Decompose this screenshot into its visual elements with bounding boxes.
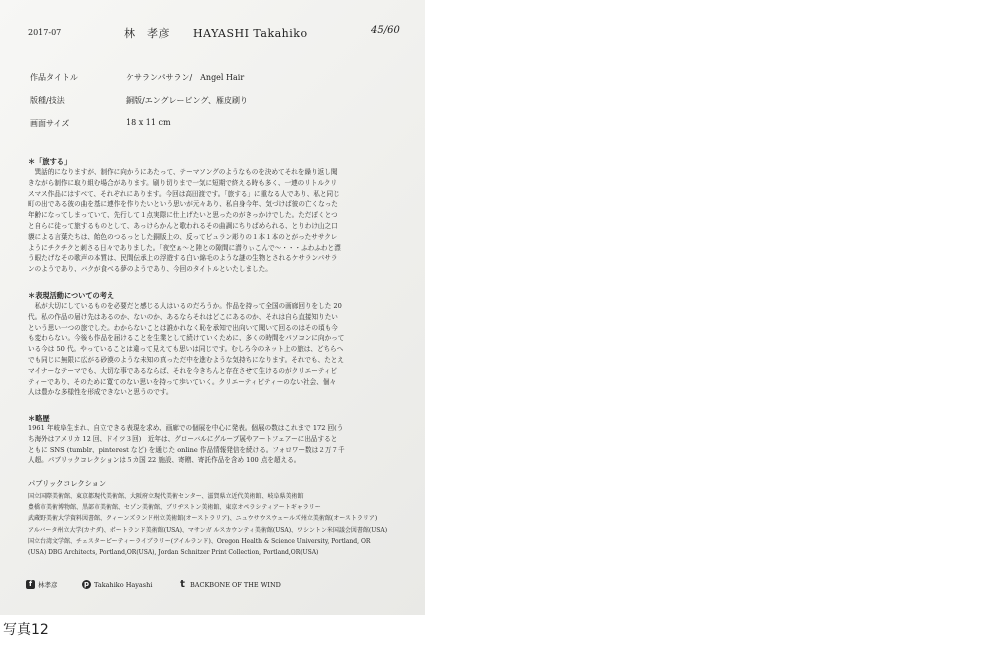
paragraph-line: ようにチクチクと刺さる日々でありました。「夜空ぁ～と陸との隙間に潜りぃこんで～・・・ふわふわと漂 [28,243,341,252]
edition-number: 45/60 [371,25,400,36]
artist-name: 林 孝彦 HAYASHI Takahiko [124,27,308,40]
paragraph-line: きながら制作に取り組む場合があります。刷り切りまで一気に短期で終える時も多く、一連のリトルクリ [28,178,338,187]
pinterest-link [82,580,152,589]
size-value: 18 x 11 cm [126,118,171,127]
tumblr-label: BACKBONE OF THE WIND [190,580,281,589]
paragraph-line: う眼たげなその歌声の本質は、民間伝承上の浮遊する白い綿毛のような謎の生物とされるケサランパサラ [28,254,338,263]
paragraph-line: 人は豊かな多様性を形成できないと思うのです。 [28,388,173,397]
paragraph-line: ち海外はアメリカ 12 回、ドイツ３回) 近年は、グローバルにグループ展やアートフェアーに出品すると [28,434,338,443]
technique-label: 版種/技法 [30,96,65,105]
paragraph-line: 代。私の作品の届け先はあるのか、ないのか、あるならそれはどこにあるのか、それは自ら直接知りたい [28,312,338,321]
paragraph-line: でも同じに無限に広がる砂漠のような未知の真っただ中を進むような気持ちになります。それでも、たとえ [28,355,344,364]
tumblr-icon: t [180,579,185,590]
paragraph-line: と自らに徒って旅するものとして、あっけらかんと歌われるその曲調にちりばめられる、とりわけ山之口 [28,221,338,230]
pinterest-icon: p [83,580,89,588]
facebook-label: 林孝彦 [38,581,58,589]
collection-line: 国立国際美術館、東京都現代美術館、大阪府立現代美術センター、滋賀県立近代美術館、岐阜県美術館 [28,493,304,500]
section-title-bio: ＊略歴 [28,414,50,423]
paragraph-line: 年齢になってしまっていて、先行して１点実際に仕上げたいと思ったのがきっかけでした。ただぼくとつ [28,211,338,220]
paragraph-line: ンのようであり、バクが食べる夢のようであり、今回のタイトルといたしました。 [28,265,272,274]
section-title-collection: パブリックコレクション [28,479,107,488]
paragraph-line: 1961 年岐阜生まれ、自立できる表現を求め、画廊での個展を中心に発表。個展の数はこれまで 172 回(う [28,424,344,432]
paragraph-line: も変わらない。今後も作品を届けることを生業として続けていくために、多くの時間をパソコンに向かって [28,334,345,343]
document-date: 2017-07 [28,28,62,37]
paragraph-line: ティーであり、そのために寛てのない思いを持って歩いていく。クリエーティビティーのない社会、個々 [28,377,337,386]
collection-line: 武蔵野美術大学資料図書館、クィーンズランド州立美術館(オーストラリア)、ニュウサウスウェールズ州立美術館(オーストラリア) [28,515,378,523]
paragraph-line: 貘による言葉たちは、飴色のつるっとした銅版上の、反ってビュラン彫りの１本１本のとがったササクレ [28,232,338,241]
paragraph-line: という思い一つの旅でした。わからないことは誰かれなく恥を承知で出向いて聞いて回るのはその頃も今 [28,323,338,332]
paragraph-line: ともに SNS (tumblr、pinterest など) を通じた online 作品情報発信を続ける。フォロワー数は２万７千 [28,445,345,454]
paragraph-line: マイナーなテーマでも、大切な事であるならば、それを今きちんと存在させて生けるのがクリエーティビ [28,366,338,375]
title-label: 作品タイトル [30,73,78,82]
tumblr-link [178,580,281,589]
section-title-expression: ＊表現活動についての考え [28,291,115,300]
size-label: 画面サイズ [30,119,70,128]
collection-line: (USA) DBG Architects, Portland,OR(USA), Jordan Schnitzer Print Collection, Portland,OR(USA) [28,549,319,557]
paragraph-line: いる今は 50 代。やっていることは違って見えても思いは同じです。むしろ今のネット上の旅は、どちらへ [28,345,344,354]
technique-value: 銅版/エングレービング、雁皮刷り [126,96,249,105]
paragraph-line: 町の出である彼の曲を基に連作を作りたいという思いが元々あり、私自身今年、気づけば彼の亡くなった [28,200,338,209]
paragraph-line: 巽話的になりますが、制作に向かうにあたって、テーマソングのようなものを決めてそれを繰り返し聞 [28,168,338,176]
facebook-icon: f [26,580,35,589]
section-body-travel [28,167,406,275]
section-title-travel: ＊「旅する」 [28,157,72,166]
facebook-link [26,580,58,589]
collection-line: アルバータ州立大学(カナダ)、ポートランド美術館(USA)、マサンガ ルスカウンティ美術館(USA)、ワシントン米国議会図書館(USA) [28,526,388,534]
section-body-collection [28,491,406,558]
paragraph-line: 私が大切にしているものを必要だと感じる人はいるのだろうか。作品を持って全国の画廊回りをした 20 [28,302,342,310]
pinterest-label: Takahiko Hayashi [94,580,153,589]
title-value: ケサランパサラン/ Angel Hair [126,73,245,82]
photo-caption: 写真12 [3,622,49,638]
collection-line: 国立台湾文学館、チェスターピーティーライブラリー(アイルランド)、Oregon Health & Science University, Portland, OR [28,537,371,545]
paragraph-line: スマス作品にはすべて、それぞれにあります。今回は高田渡です。「旅する」に重なる人であり、私と同じ [28,189,340,198]
paragraph-line: 人超。パブリックコレクションは５カ国 22 施設、寄贈、寄託作品を含め 100 点を超える。 [28,456,301,465]
collection-line: 豊橋市美術博物館、黒部市美術館、セゾン美術館、ブリヂストン美術館、東京オペラシティアートギャラリー [28,504,321,512]
section-body-bio [28,423,406,466]
document-photo [0,0,425,615]
section-body-expression [28,301,406,398]
